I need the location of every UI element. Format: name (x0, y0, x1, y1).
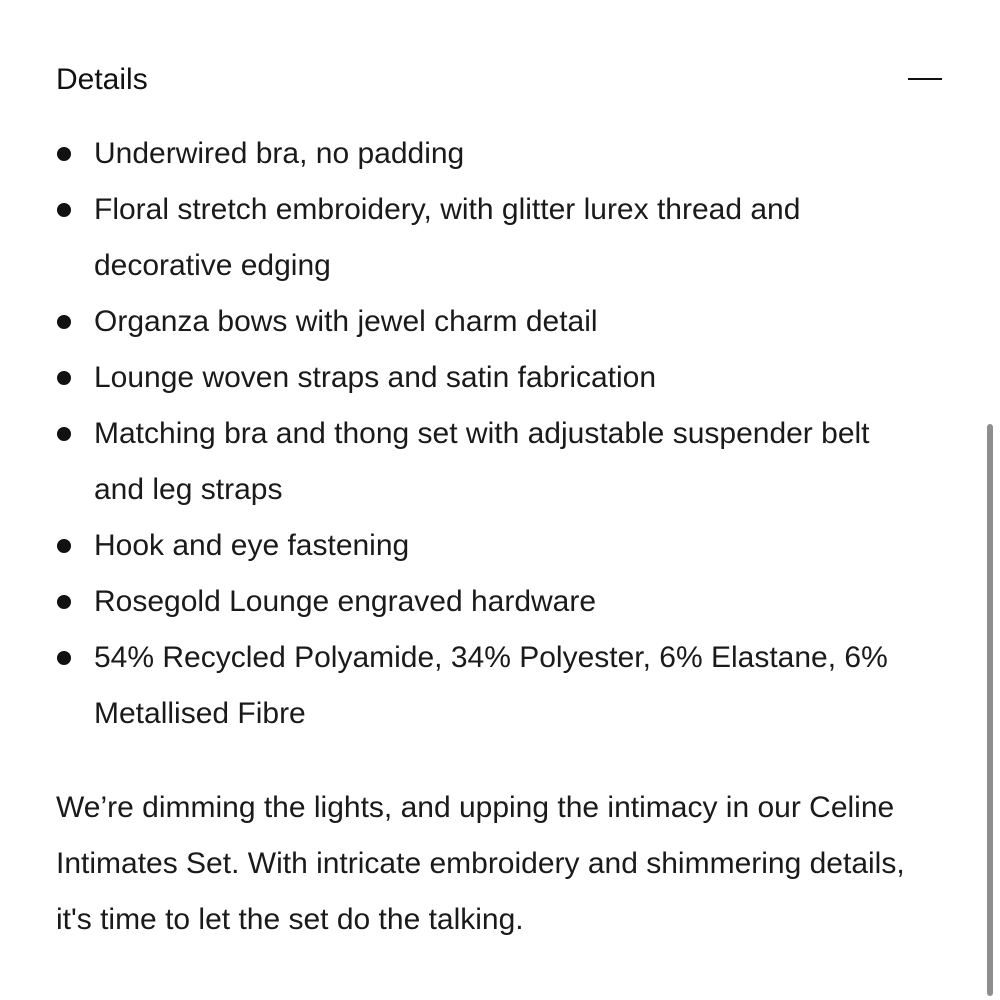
list-item (56, 574, 926, 630)
bullet-icon (57, 315, 71, 329)
list-item-text: Underwired bra, no padding (94, 137, 465, 170)
scrollbar-thumb[interactable] (987, 424, 993, 996)
list-item-text: Hook and eye fastening (94, 529, 410, 562)
list-item (56, 406, 926, 518)
list-item-text: Lounge woven straps and satin fabrication (94, 361, 657, 394)
accordion-title: Details (56, 63, 148, 96)
list-item (56, 350, 926, 406)
list-item (56, 294, 926, 350)
collapse-toggle-button[interactable] (900, 58, 944, 102)
bullet-icon (57, 595, 71, 609)
bullet-icon (57, 427, 71, 441)
bullet-icon (57, 651, 71, 665)
list-item-text: Rosegold Lounge engraved hardware (94, 585, 597, 618)
list-item (56, 182, 926, 294)
list-item-text: Matching bra and thong set with adjustable suspender belt and leg straps (94, 417, 870, 506)
list-item-text: Floral stretch embroidery, with glitter lurex thread and decorative edging (94, 193, 801, 282)
list-item (56, 518, 926, 574)
bullet-icon (57, 203, 71, 217)
list-item-text: Organza bows with jewel charm detail (94, 305, 598, 338)
list-item (56, 630, 926, 742)
bullet-icon (57, 539, 71, 553)
details-list (56, 126, 926, 742)
details-accordion-header[interactable] (56, 52, 944, 108)
bullet-icon (57, 371, 71, 385)
list-item-text: 54% Recycled Polyamide, 34% Polyester, 6% Elastane, 6% Metallised Fibre (94, 641, 888, 730)
product-description: We’re dimming the lights, and upping the intimacy in our Celine Intimates Set. With intricate embroidery and shimmering details, it's time to let the set do the talking. (56, 791, 905, 936)
minus-icon (908, 78, 942, 80)
list-item (56, 126, 926, 182)
vertical-scrollbar[interactable] (986, 420, 994, 1000)
bullet-icon (57, 147, 71, 161)
